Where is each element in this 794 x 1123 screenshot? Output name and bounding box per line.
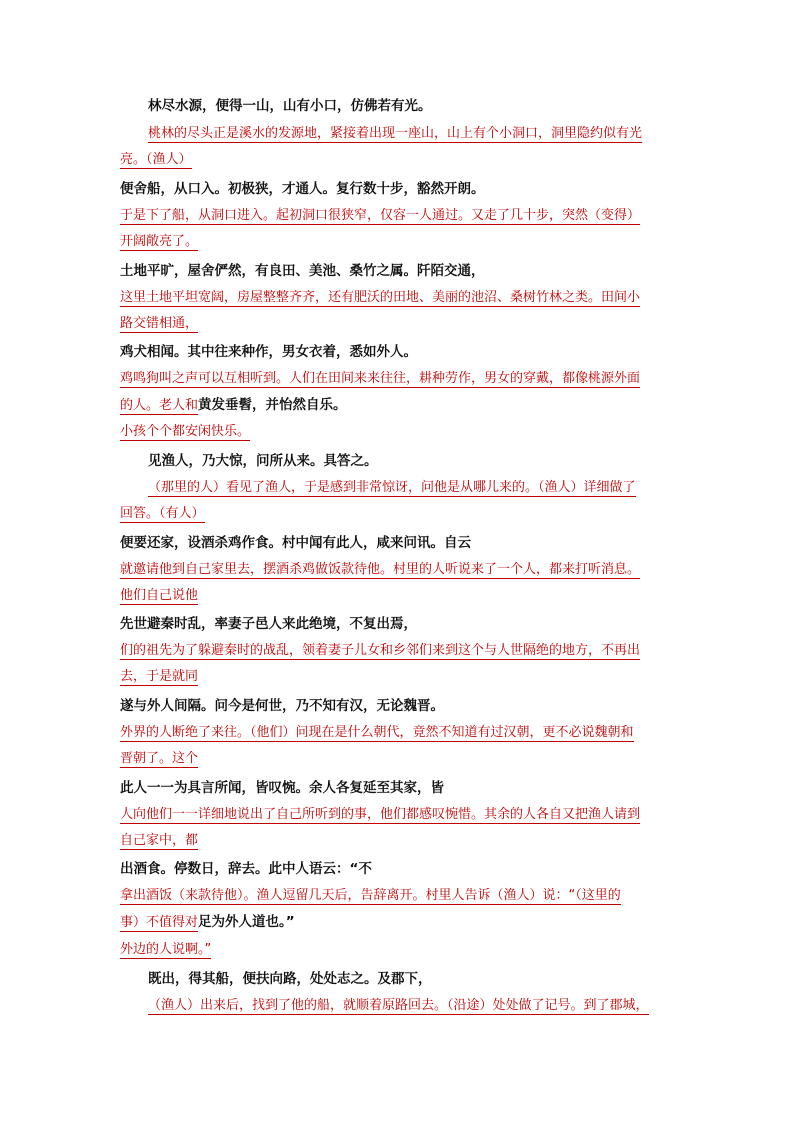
translation-line: 鸡鸣狗叫之声可以互相听到。人们在田间来来往往，耕种劳作，男女的穿戴，都像桃源外面 bbox=[120, 371, 641, 386]
original-text-line: 林尽水源，便得一山，山有小口，仿佛若有光。 bbox=[148, 98, 432, 114]
original-text-line: 既出，得其船，便扶向路，处处志之。及郡下， bbox=[148, 971, 432, 987]
translation-line: 外界的人断绝了来往。（他们）问现在是什么朝代，竟然不知道有过汉朝，更不必说魏朝和 bbox=[120, 725, 634, 740]
original-text-line: 鸡犬相闻。其中往来种作，男女衣着，悉如外人。 bbox=[120, 344, 417, 360]
original-text-line: 先世避秦时乱，率妻子邑人来此绝境，不复出焉， bbox=[120, 616, 417, 632]
translation-line: （那里的人）看见了渔人，于是感到非常惊讶，问他是从哪儿来的。（渔人）详细做了 bbox=[148, 480, 636, 495]
translation-line: （渔人）出来后，找到了他的船，就顺着原路回去。（沿途）处处做了记号。到了郡城， bbox=[148, 998, 649, 1013]
original-text-line: 便舍船，从口入。初极狭，才通人。复行数十步，豁然开朗。 bbox=[120, 181, 485, 197]
mixed-line: 事）不值得对足为外人道也。” bbox=[120, 914, 295, 930]
translation-line: 他们自己说他 bbox=[120, 588, 199, 603]
translation-line: 人向他们一一详细地说出了自己所听到的事，他们都感叹惋惜。其余的人各自又把渔人请到 bbox=[120, 807, 641, 822]
translation-line: 就邀请他到自己家里去，摆酒杀鸡做饭款待他。村里的人听说来了一个人，都来打听消息。 bbox=[120, 562, 641, 577]
original-text-line: 遂与外人间隔。问今是何世，乃不知有汉，无论魏晋。 bbox=[120, 698, 444, 714]
translation-line: 于是下了船，从洞口进入。起初洞口很狭窄，仅容一人通过。又走了几十步，突然（变得） bbox=[120, 208, 641, 223]
translation-line: 自己家中，都 bbox=[120, 833, 199, 848]
original-text-line: 见渔人，乃大惊，问所从来。具答之。 bbox=[148, 453, 378, 469]
translation-line: 亮。（渔人） bbox=[120, 152, 192, 167]
translation-line: 去，于是就同 bbox=[120, 669, 199, 684]
translation-line: 这里土地平坦宽阔，房屋整整齐齐，还有肥沃的田地、美丽的池沼、桑树竹林之类。田间小 bbox=[120, 290, 641, 305]
original-text-line: 土地平旷，屋舍俨然，有良田、美池、桑竹之属。阡陌交通， bbox=[120, 263, 485, 279]
translation-line: 们的祖先为了躲避秦时的战乱，领着妻子儿女和乡邻们来到这个与人世隔绝的地方，不再出 bbox=[120, 643, 641, 658]
translation-line: 桃林的尽头正是溪水的发源地，紧接着出现一座山，山上有个小洞口，洞里隐约似有光 bbox=[148, 126, 643, 141]
original-text-line: 便要还家，设酒杀鸡作食。村中闻有此人，咸来问讯。自云 bbox=[120, 535, 471, 551]
translation-line: 晋朝了。这个 bbox=[120, 751, 199, 766]
translation-line: 回答。（有人） bbox=[120, 506, 205, 521]
translation-line: 拿出酒饭（来款待他）。渔人逗留几天后，告辞离开。村里人告诉（渔人）说：“（这里的 bbox=[120, 888, 621, 903]
translation-line: 外边的人说啊。” bbox=[120, 942, 212, 957]
translation-line: 开阔敞亮了。 bbox=[120, 234, 199, 249]
original-text-line: 出酒食。停数日，辞去。此中人语云：“不 bbox=[120, 861, 372, 877]
original-text-line: 此人一一为具言所闻，皆叹惋。余人各复延至其家，皆 bbox=[120, 780, 444, 796]
mixed-line: 的人。老人和黄发垂髫，并怡然自乐。 bbox=[120, 397, 347, 413]
translation-line: 路交错相通， bbox=[120, 316, 199, 331]
translation-line: 小孩个个都安闲快乐。 bbox=[120, 424, 251, 439]
